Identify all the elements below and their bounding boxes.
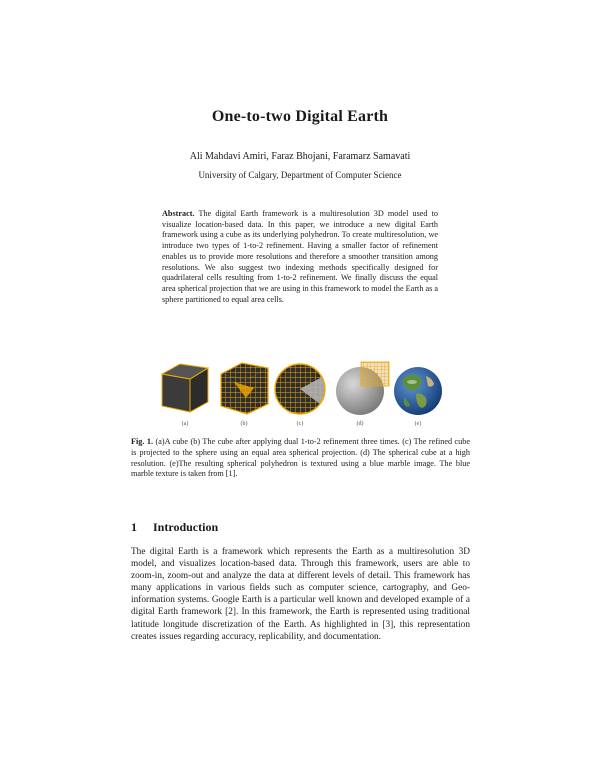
textured-earth-image	[394, 367, 442, 415]
intro-paragraph: The digital Earth is a framework which represents the Earth as a multiresolution 3D model, and visualizes location-based data. Through this framework, users are able to zoom-in, zoom-out and analyze the data at different levels of detail. This framework has many applications in various fields such as computer science, cartography, and Geo-information systems. Google Earth is a particular well known and developed example of a digital Earth framework [2]. In this framework, the Earth is represented using traditional latitude longitude discretization of the Earth. As highlighted in [3], this representation creates issues regarding accuracy, replicability, and documentation.	[131, 547, 470, 642]
projected-sphere-image	[275, 364, 325, 414]
figure-caption-text: (a)A cube (b) The cube after applying dual 1-to-2 refinement three times. (c) The refined cube is projected to the sphere using an equal area spherical projection. (d) The spherical cube at a high resolution. (e)The resulting spherical polyhedron is textured using a blue marble image. The blue marble texture is taken from [1].	[131, 437, 470, 479]
section-title: Introduction	[153, 520, 219, 534]
paper-title: One-to-two Digital Earth	[211, 108, 389, 125]
abstract-text: The digital Earth framework is a multiresolution 3D model used to visualize location-based data. In this paper, we introduce a new digital Earth framework using a cube as its underlying polyhedron. To create multiresolution, we introduce two types of 1-to-2 refinement. Having a smaller factor of refinement enables us to provide more resolutions and therefore a smoother transition among resolutions. We also suggest two indexing methods specifically designed for quadrilateral cells resulting from 1-to-2 refinement. We finally discuss the equal area spherical projection that we are using in this framework to model the Earth as a sphere partitioned to equal area cells.	[162, 209, 438, 304]
sublabel-b: (b)	[240, 421, 248, 427]
refined-cube-image	[221, 363, 268, 414]
author-list: Ali Mahdavi Amiri, Faraz Bhojani, Faramarz Samavati	[189, 151, 411, 162]
cube-image	[162, 364, 208, 412]
sublabel-a: (a)	[181, 421, 189, 427]
sublabel-c: (c)	[296, 421, 304, 427]
figure-caption-label: Fig. 1.	[131, 437, 154, 446]
figure-caption	[131, 437, 470, 480]
abstract-label: Abstract.	[162, 209, 195, 218]
section-heading	[131, 520, 470, 535]
abstract	[162, 209, 438, 305]
sublabel-e: (e)	[414, 421, 422, 427]
sublabel-d: (d)	[356, 421, 364, 427]
section-number: 1	[131, 520, 137, 534]
high-resolution-sphere-image	[336, 362, 389, 415]
affiliation: University of Calgary, Department of Computer Science	[198, 170, 402, 180]
figure-1	[150, 352, 450, 430]
